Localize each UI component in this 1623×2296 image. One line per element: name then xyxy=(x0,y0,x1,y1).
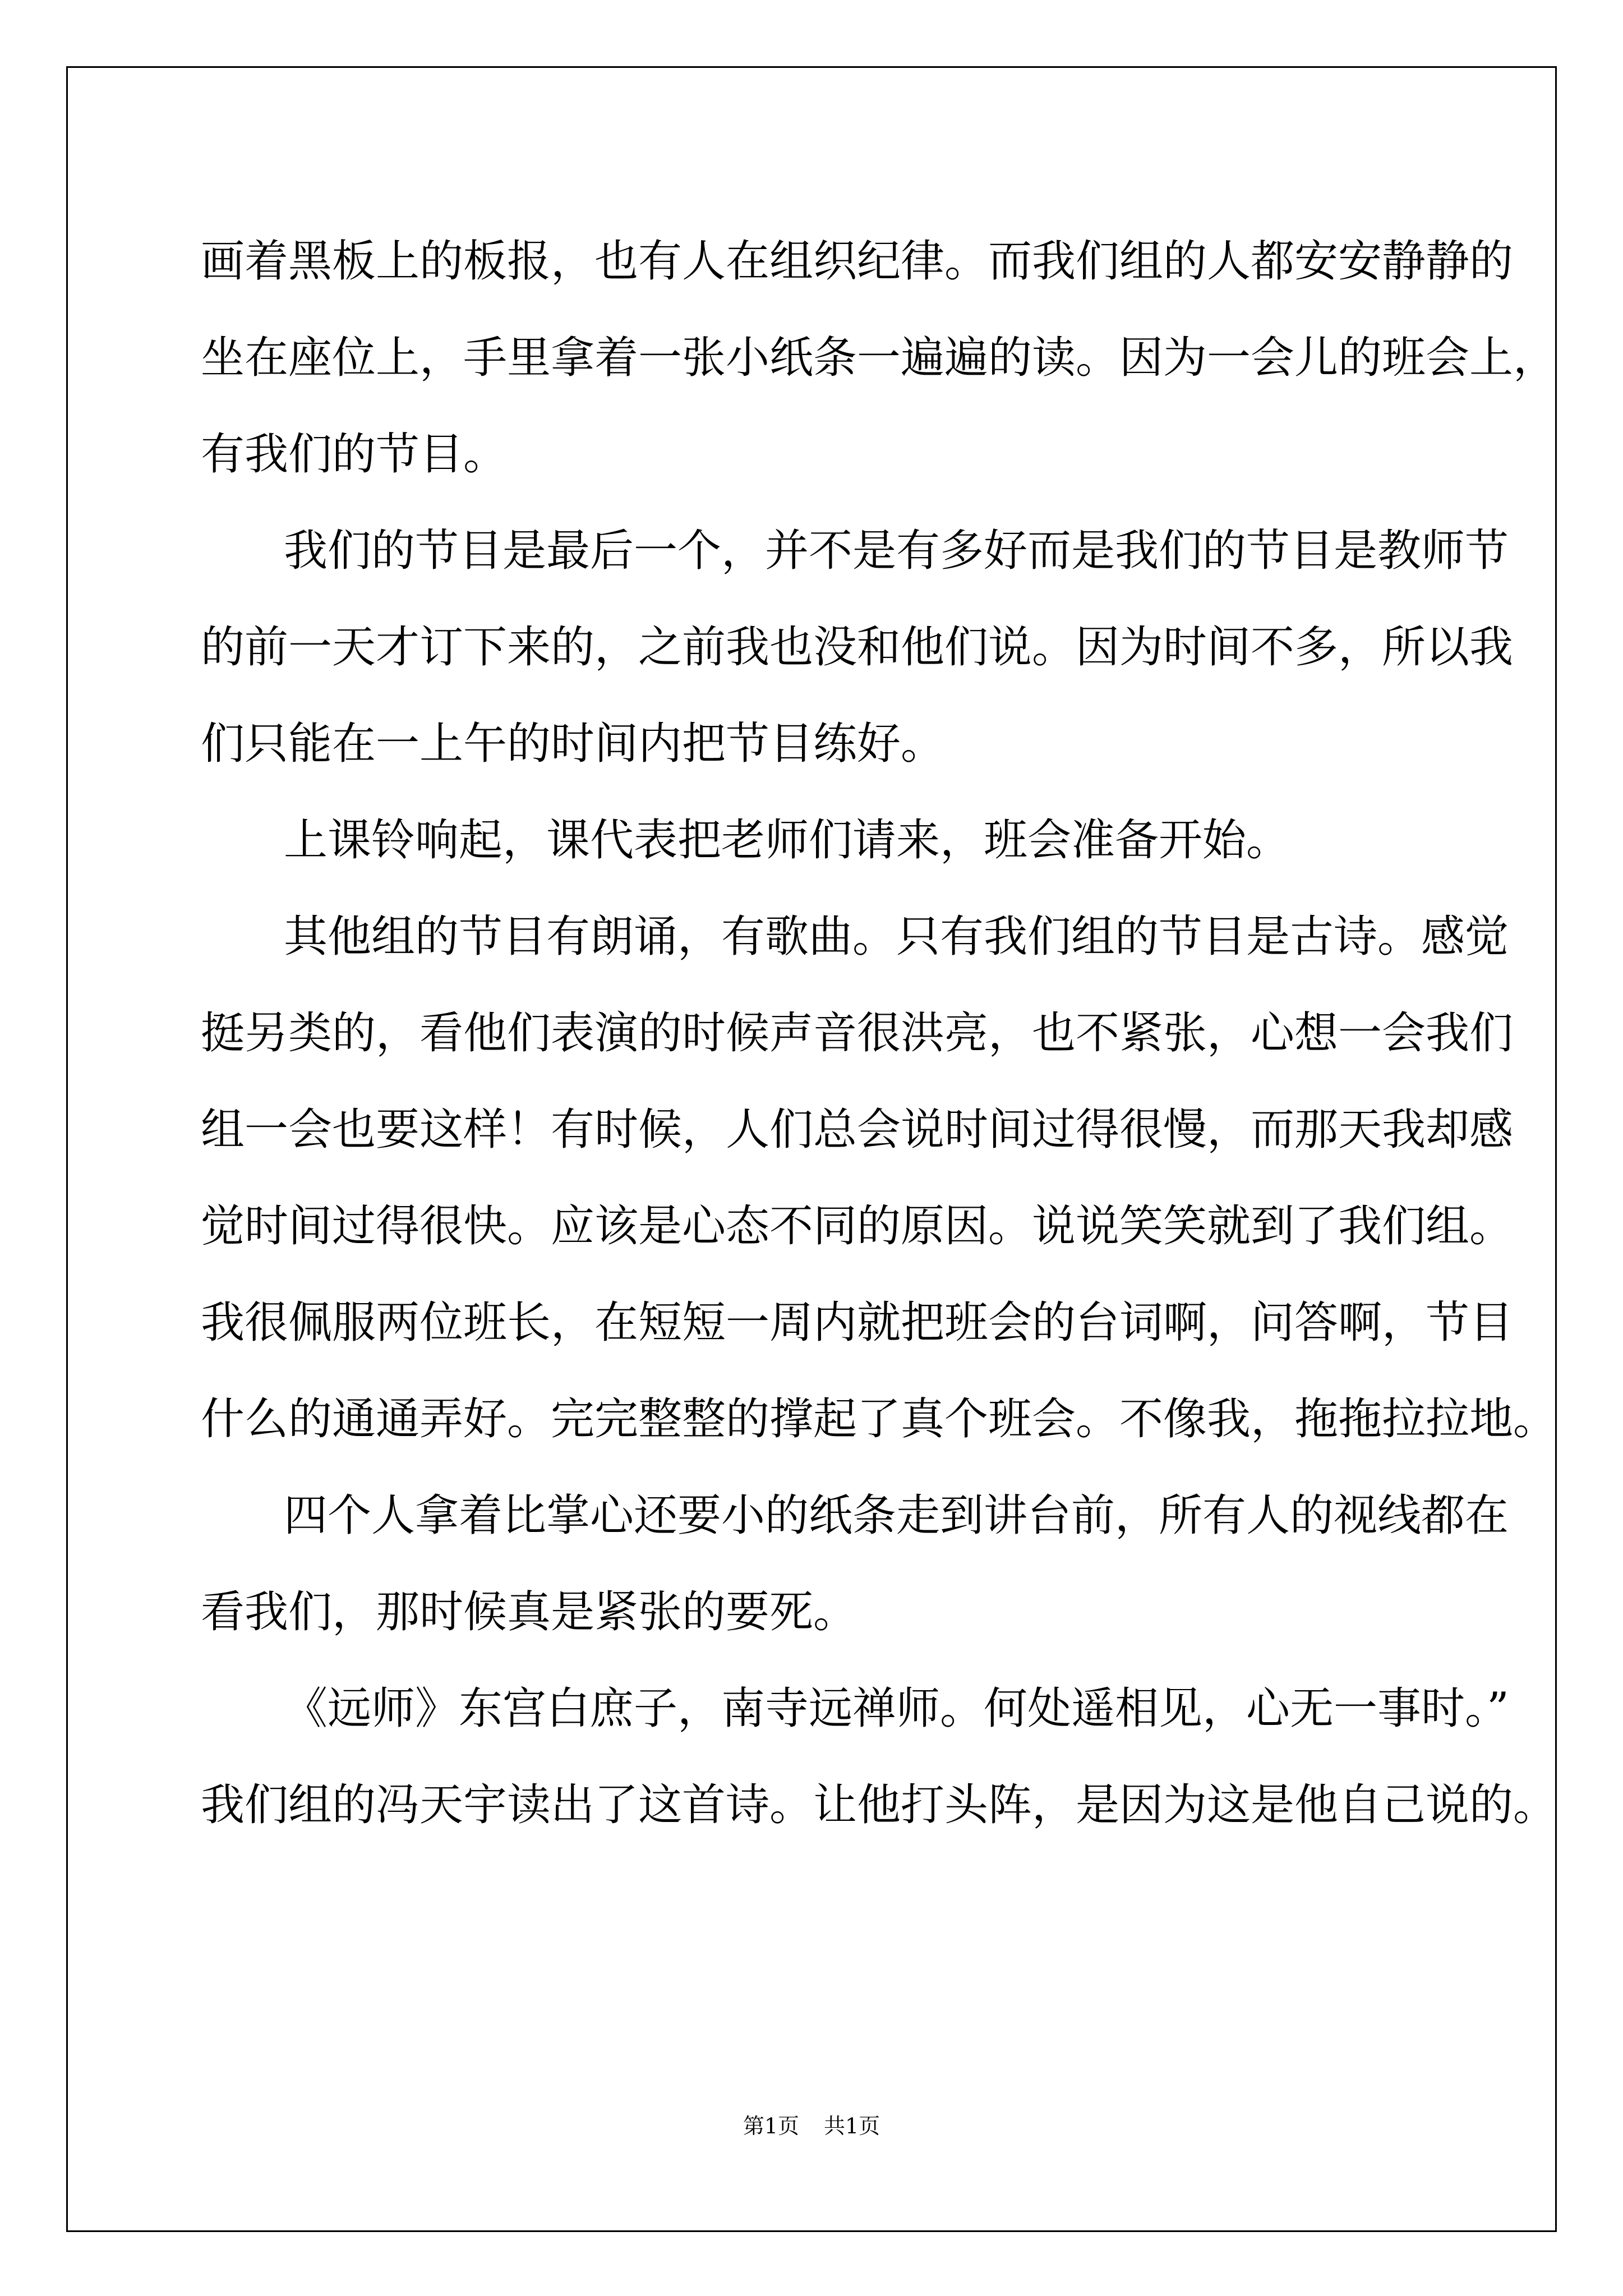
page-number: 第1页 xyxy=(743,2114,799,2138)
text-line-1: 画着黑板上的板报，也有人在组织纪律。而我们组的人都安安静静的 xyxy=(201,236,1514,287)
text-line-11: 觉时间过得很快。应该是心态不同的原因。说说笑笑就到了我们组。 xyxy=(201,1201,1514,1251)
text-line-7: 上课铃响起，课代表把老师们请来，班会准备开始。 xyxy=(284,815,1290,866)
page-footer xyxy=(0,2109,1623,2143)
text-line-13: 什么的通通弄好。完完整整的撑起了真个班会。不像我，拖拖拉拉地。 xyxy=(201,1394,1557,1444)
page-total: 共1页 xyxy=(824,2114,880,2138)
text-line-3: 有我们的节目。 xyxy=(201,429,508,480)
text-line-5: 的前一天才订下来的，之前我也没和他们说。因为时间不多，所以我 xyxy=(201,622,1514,673)
document-body xyxy=(201,213,1557,1853)
text-line-12: 我很佩服两位班长，在短短一周内就把班会的台词啊，问答啊，节目 xyxy=(201,1297,1514,1348)
text-line-2: 坐在座位上，手里拿着一张小纸条一遍遍的读。因为一会儿的班会上， xyxy=(201,333,1557,383)
text-line-6: 们只能在一上午的时间内把节目练好。 xyxy=(201,719,945,769)
text-line-10: 组一会也要这样！有时候，人们总会说时间过得很慢，而那天我却感 xyxy=(201,1105,1514,1155)
text-line-16: 《远师》东宫白庶子，南寺远禅师。何处遥相见，心无一事时。” xyxy=(284,1683,1509,1734)
text-line-9: 挺另类的，看他们表演的时候声音很洪亮，也不紧张，心想一会我们 xyxy=(201,1008,1514,1059)
text-line-8: 其他组的节目有朗诵，有歌曲。只有我们组的节目是古诗。感觉 xyxy=(284,912,1509,962)
text-line-15: 看我们，那时候真是紧张的要死。 xyxy=(201,1587,857,1637)
text-line-17: 我们组的冯天宇读出了这首诗。让他打头阵，是因为这是他自己说的。 xyxy=(201,1780,1557,1830)
text-line-14: 四个人拿着比掌心还要小的纸条走到讲台前，所有人的视线都在 xyxy=(284,1490,1509,1541)
text-line-4: 我们的节目是最后一个，并不是有多好而是我们的节目是教师节 xyxy=(284,526,1509,576)
